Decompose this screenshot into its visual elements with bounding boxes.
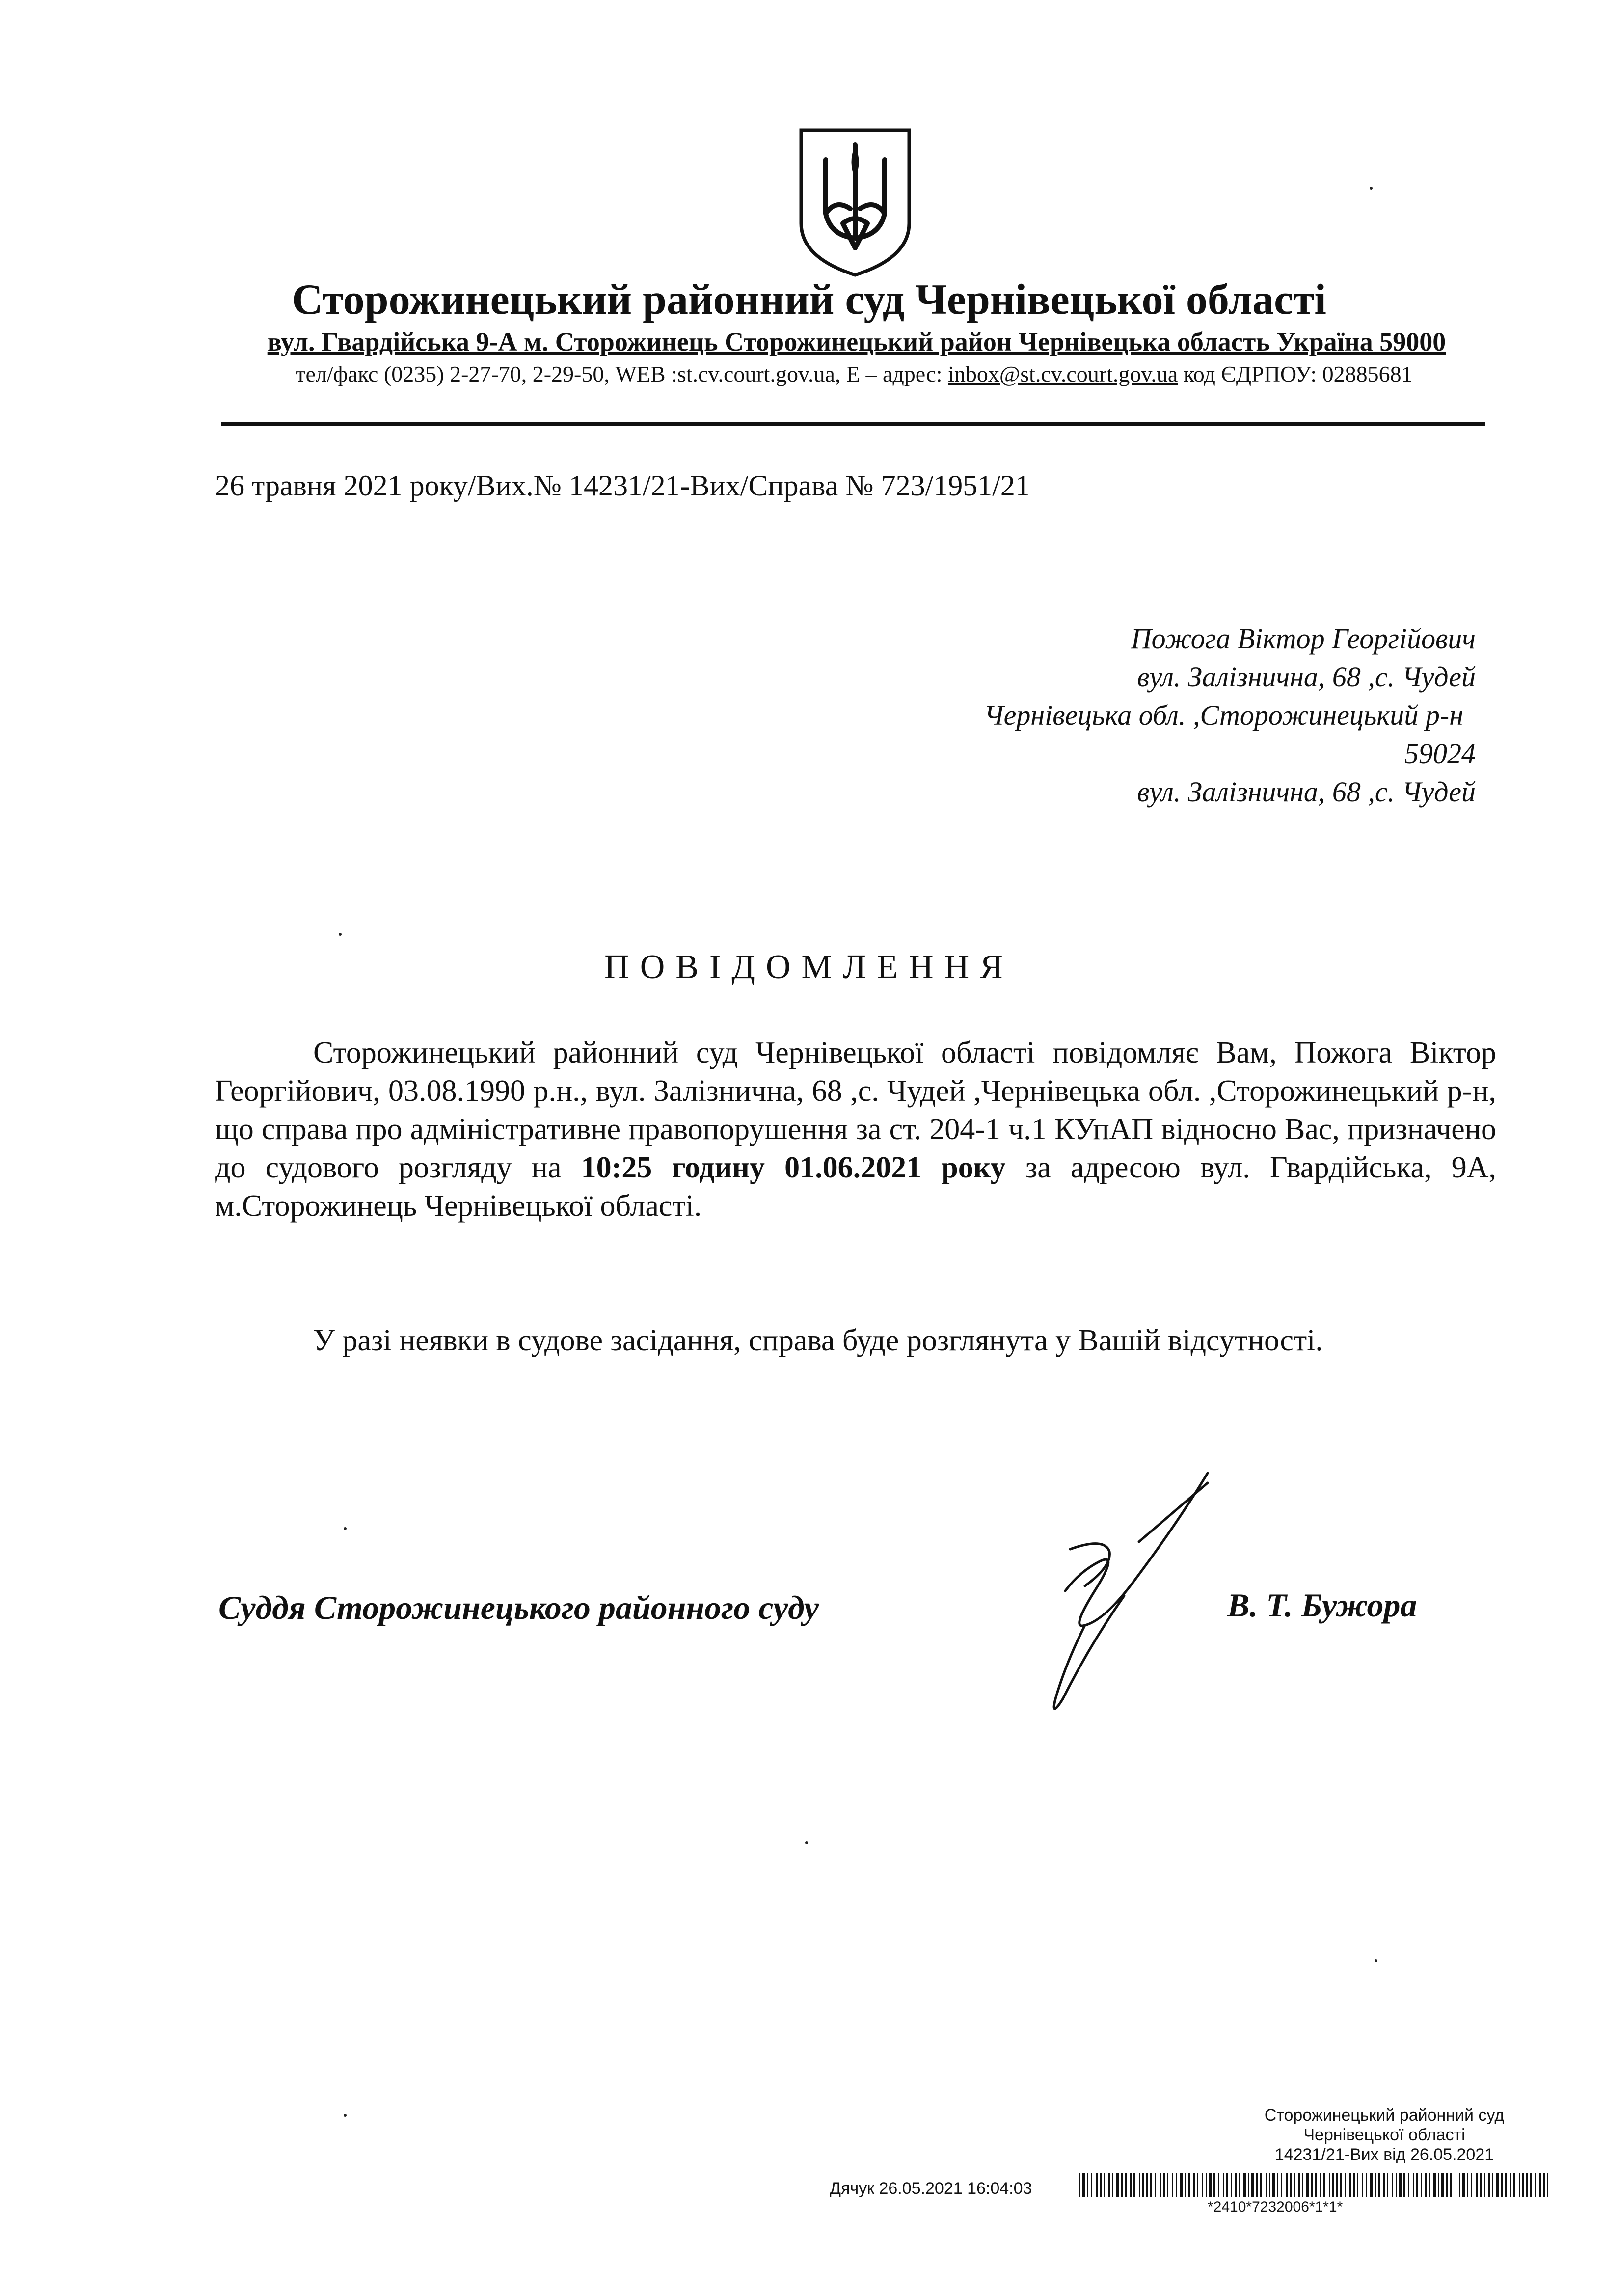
- barcode-bar: [1091, 2173, 1092, 2197]
- stamp-ref: 14231/21-Вих від 26.05.2021: [1274, 2145, 1494, 2164]
- barcode-bar: [1513, 2173, 1515, 2197]
- barcode-bar: [1294, 2173, 1295, 2197]
- letterhead-divider: [221, 422, 1485, 426]
- barcode-bar: [1146, 2173, 1148, 2197]
- reference-line: 26 травня 2021 року/Вих.№ 14231/21-Вих/Справа № 723/1951/21: [215, 469, 1030, 502]
- barcode-bar: [1323, 2173, 1325, 2197]
- barcode-bar: [1209, 2173, 1212, 2197]
- barcode-bar: [1519, 2173, 1520, 2197]
- registration-stamp: [1139, 2105, 1618, 2164]
- barcode-bar: [1096, 2173, 1098, 2197]
- barcode-bar: [1332, 2173, 1334, 2197]
- contacts-prefix: тел/факс (0235) 2-27-70, 2-29-50, WEB :st.cv.court.gov.ua, Е – адрес:: [296, 361, 948, 386]
- barcode-bar: [1185, 2173, 1186, 2197]
- barcode-bar: [1133, 2173, 1135, 2197]
- recipient-name: Пожога Віктор Георгійович: [1131, 623, 1476, 655]
- court-contacts: [236, 361, 1473, 387]
- barcode-bar: [1526, 2173, 1528, 2197]
- barcode-bar: [1256, 2173, 1258, 2197]
- stamp-operator: Дячук 26.05.2021 16:04:03: [830, 2179, 1032, 2198]
- barcode-bar: [1197, 2173, 1198, 2197]
- barcode-bar: [1142, 2173, 1144, 2197]
- barcode-bar: [1480, 2173, 1482, 2197]
- barcode-bar: [1231, 2173, 1232, 2197]
- barcode-bar: [1403, 2173, 1405, 2197]
- barcode-bar: [1160, 2173, 1161, 2197]
- barcode-bar: [1193, 2173, 1195, 2197]
- barcode-icon: [1079, 2173, 1550, 2197]
- barcode-bar: [1087, 2173, 1088, 2197]
- notice-body: [215, 1034, 1496, 1225]
- barcode-bar: [1357, 2173, 1358, 2197]
- barcode-bar: [1362, 2173, 1363, 2197]
- barcode-bar: [1421, 2173, 1422, 2197]
- barcode-bar: [1429, 2173, 1430, 2197]
- barcode-bar: [1378, 2173, 1380, 2197]
- barcode-bar: [1112, 2173, 1113, 2197]
- barcode-bar: [1218, 2173, 1219, 2197]
- court-address: вул. Гвардійська 9-А м. Сторожинець Сторожинецький район Чернівецька область Україна 59000: [267, 327, 1446, 356]
- barcode-bar: [1383, 2173, 1385, 2197]
- recipient-street-repeat: вул. Залізнична, 68 ,с. Чудей: [1137, 776, 1476, 808]
- barcode-bar: [1522, 2173, 1524, 2197]
- barcode-bar: [1399, 2173, 1402, 2197]
- trident-emblem-icon: [796, 125, 914, 280]
- barcode-bar: [1202, 2173, 1203, 2197]
- barcode-bar: [1104, 2173, 1105, 2197]
- barcode-bar: [1476, 2173, 1478, 2197]
- barcode-bar: [1188, 2173, 1190, 2197]
- scan-speck: [344, 1527, 347, 1530]
- barcode-bar: [1345, 2173, 1346, 2197]
- barcode-bar: [1353, 2173, 1355, 2197]
- barcode-bar: [1349, 2173, 1351, 2197]
- barcode-bar: [1492, 2173, 1493, 2197]
- barcode-bar: [1116, 2173, 1119, 2197]
- barcode-bar: [1387, 2173, 1388, 2197]
- barcode-bar: [1425, 2173, 1427, 2197]
- body-text-part2: за адресою вул. Гвардійська, 9А, м.Сторожинець Чернівецької області.: [215, 1151, 1496, 1223]
- barcode-bar: [1441, 2173, 1444, 2197]
- barcode-bar: [1290, 2173, 1292, 2197]
- recipient-region: Чернівецька обл. ,Сторожинецький р-н: [984, 699, 1463, 731]
- barcode-bar: [1248, 2173, 1249, 2197]
- barcode-bar: [1286, 2173, 1288, 2197]
- barcode-bar: [1530, 2173, 1532, 2197]
- barcode-bar: [1484, 2173, 1485, 2197]
- barcode-bar: [1251, 2173, 1254, 2197]
- barcode-bar: [1243, 2173, 1246, 2197]
- barcode-bar: [1206, 2173, 1207, 2197]
- barcode-bar: [1450, 2173, 1452, 2197]
- barcode-bar: [1272, 2173, 1275, 2197]
- recipient-street: вул. Залізнична, 68 ,с. Чудей: [1137, 661, 1476, 693]
- hearing-time: 10:25 годину 01.06.2021 року: [581, 1151, 1006, 1184]
- barcode-bar: [1505, 2173, 1507, 2197]
- recipient-postcode: 59024: [1404, 738, 1476, 769]
- barcode-bar: [1108, 2173, 1110, 2197]
- barcode-bar: [1462, 2173, 1465, 2197]
- barcode-bar: [1471, 2173, 1472, 2197]
- court-name: Сторожинецький районний суд Чернівецької області: [292, 276, 1326, 324]
- judge-title: Суддя Сторожинецького районного суду: [218, 1589, 819, 1626]
- barcode-bar: [1311, 2173, 1313, 2197]
- edrpou-code: код ЄДРПОУ: 02885681: [1178, 361, 1413, 386]
- email-link[interactable]: inbox@st.cv.court.gov.ua: [948, 361, 1178, 386]
- scan-speck: [344, 2114, 347, 2117]
- barcode-bar: [1535, 2173, 1536, 2197]
- barcode-bar: [1277, 2173, 1278, 2197]
- barcode-bar: [1413, 2173, 1414, 2197]
- barcode-bar: [1340, 2173, 1342, 2197]
- barcode-bar: [1298, 2173, 1300, 2197]
- barcode-code: *2410*7232006*1*1*: [1208, 2199, 1343, 2215]
- barcode-bar: [1079, 2173, 1080, 2197]
- scan-speck: [1370, 187, 1373, 190]
- barcode-bar: [1121, 2173, 1123, 2197]
- barcode-bar: [1235, 2173, 1237, 2197]
- barcode-bar: [1501, 2173, 1503, 2197]
- barcode-bar: [1269, 2173, 1270, 2197]
- barcode-bar: [1180, 2173, 1183, 2197]
- barcode-bar: [1260, 2173, 1262, 2197]
- barcode-bar: [1266, 2173, 1267, 2197]
- scan-speck: [339, 933, 342, 936]
- barcode-bar: [1176, 2173, 1177, 2197]
- barcode-bar: [1155, 2173, 1156, 2197]
- scan-speck: [1375, 1959, 1377, 1962]
- barcode-bar: [1392, 2173, 1393, 2197]
- scan-speck: [805, 1841, 808, 1844]
- barcode-bar: [1239, 2173, 1240, 2197]
- barcode-bar: [1366, 2173, 1367, 2197]
- barcode-bar: [1226, 2173, 1228, 2197]
- barcode-bar: [1082, 2173, 1085, 2197]
- barcode-bar: [1306, 2173, 1309, 2197]
- barcode-bar: [1167, 2173, 1168, 2197]
- barcode-bar: [1100, 2173, 1102, 2197]
- barcode-bar: [1408, 2173, 1409, 2197]
- barcode-bar: [1139, 2173, 1140, 2197]
- barcode-bar: [1543, 2173, 1545, 2197]
- document-title: ПОВІДОМЛЕННЯ: [604, 948, 1014, 986]
- barcode-bar: [1459, 2173, 1460, 2197]
- barcode-bar: [1433, 2173, 1436, 2197]
- barcode-bar: [1320, 2173, 1321, 2197]
- barcode-bar: [1223, 2173, 1224, 2197]
- barcode-bar: [1510, 2173, 1511, 2197]
- barcode-bar: [1329, 2173, 1330, 2197]
- barcode-bar: [1125, 2173, 1127, 2197]
- stamp-org-line1: Сторожинецький районний суд: [1264, 2106, 1505, 2125]
- barcode-bar: [1150, 2173, 1152, 2197]
- barcode-bar: [1315, 2173, 1317, 2197]
- barcode-bar: [1172, 2173, 1173, 2197]
- stamp-org-line2: Чернівецької області: [1303, 2126, 1465, 2144]
- barcode-bar: [1547, 2173, 1548, 2197]
- barcode-bar: [1438, 2173, 1439, 2197]
- barcode-bar: [1446, 2173, 1448, 2197]
- judge-name: В. Т. Бужора: [1227, 1586, 1417, 1624]
- barcode-bar: [1416, 2173, 1418, 2197]
- barcode-bar: [1370, 2173, 1373, 2197]
- barcode-bar: [1336, 2173, 1338, 2197]
- barcode-bar: [1130, 2173, 1132, 2197]
- barcode-bar: [1496, 2173, 1499, 2197]
- barcode-bar: [1539, 2173, 1541, 2197]
- barcode-bar: [1163, 2173, 1165, 2197]
- barcode-bar: [1467, 2173, 1468, 2197]
- body-text-part1: Сторожинецький районний суд Чернівецької області повідомляє Вам, Пожога Віктор Георгійович, 03.08.1990 р.н., вул. Залізнична, 68 ,с. Чудей ,Чернівецька обл. ,Сторожинецький р-н, що справа про адміністративне правопорушення за ст. 204-1 ч.1 КУпАП відносно Вас, призначено до судового розгляду на: [215, 1036, 1496, 1184]
- handwritten-signature-icon: [1011, 1468, 1217, 1723]
- barcode-bar: [1488, 2173, 1490, 2197]
- barcode-bar: [1302, 2173, 1303, 2197]
- absence-note: У разі неявки в судове засідання, справа буде розглянута у Вашій відсутності.: [313, 1324, 1323, 1357]
- barcode-bar: [1214, 2173, 1215, 2197]
- barcode-bar: [1396, 2173, 1397, 2197]
- barcode-bar: [1281, 2173, 1282, 2197]
- barcode-bar: [1375, 2173, 1376, 2197]
